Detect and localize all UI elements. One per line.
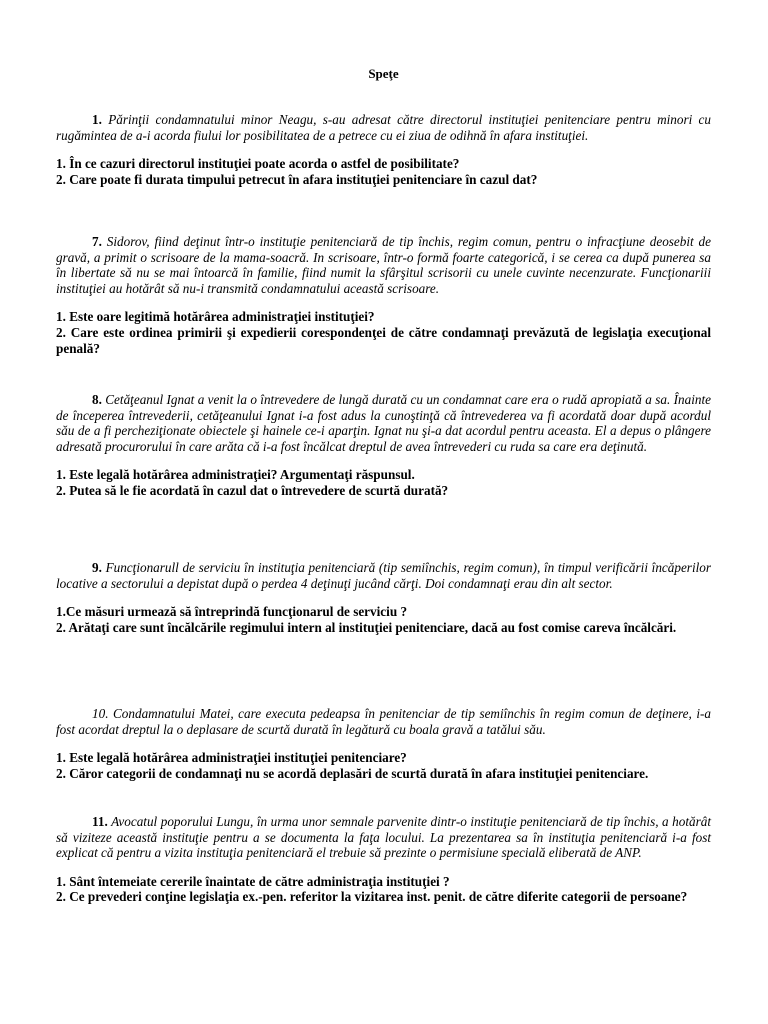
- case-narrative: Condamnatului Matei, care executa pedeapsa în penitenciar de tip semiînchis în regim comun de deţinere, i-a fost acordat dreptul la o deplasare de scurtă durată în legătură cu boala gravă a tatălui său.: [56, 706, 711, 737]
- question: 1. În ce cazuri directorul instituţiei poate acorda o astfel de posibilitate?: [56, 156, 460, 172]
- question: 1. Sânt întemeiate cererile înaintate de către administraţia instituţiei ?: [56, 873, 450, 889]
- case-text: [56, 814, 711, 861]
- case-questions: [56, 156, 711, 187]
- case-11: [56, 814, 711, 905]
- question: 2. Care poate fi durata timpului petrecut în afara instituţiei penitenciare în cazul dat?: [56, 171, 538, 187]
- question: 2. Căror categorii de condamnaţi nu se acordă deplasări de scurtă durată în afara instituţiei penitenciare.: [56, 765, 649, 781]
- question: 2. Care este ordinea primirii şi expedierii corespondenţei de către condamnaţi prevăzută de legislaţia execuţional penală?: [56, 324, 711, 356]
- case-number: 10.: [92, 706, 109, 721]
- case-1: [56, 112, 711, 187]
- question: 2. Ce prevederi conţine legislaţia ex.-pen. referitor la vizitarea inst. penit. de către diferite categorii de persoane?: [56, 889, 688, 905]
- case-7: [56, 234, 711, 356]
- question: 1.Ce măsuri urmează să întreprindă funcţionarul de serviciu ?: [56, 604, 408, 620]
- case-8: [56, 392, 711, 499]
- case-questions: [56, 604, 711, 635]
- case-narrative: Părinţii condamnatului minor Neagu, s-au adresat către directorul instituţiei penitenciare pentru minori cu rugămintea de a-i acorda fiului lor posibilitatea de a petrece cu ei ziua de odihnă în afara instituţiei.: [56, 112, 711, 143]
- case-questions: [56, 874, 711, 905]
- case-text: [56, 234, 711, 296]
- case-questions: [56, 467, 711, 498]
- case-text: [56, 560, 711, 591]
- case-number: 8.: [92, 392, 102, 407]
- case-questions: [56, 750, 711, 781]
- case-9: [56, 560, 711, 635]
- document-page: [56, 0, 711, 1024]
- case-10: [56, 706, 711, 781]
- question: 1. Este legală hotărârea administraţiei instituţiei penitenciare?: [56, 750, 407, 766]
- case-narrative: Funcţionarull de serviciu în instituţia penitenciară (tip semiînchis, regim comun), în timpul verificării încăperilor locative a sectorului a depistat după o perdea 4 deţinuţi jucând cărţi. Doi condamnaţi erau din alt sector.: [56, 560, 711, 591]
- case-number: 7.: [92, 234, 102, 249]
- case-questions: [56, 309, 711, 356]
- case-number: 11.: [92, 814, 108, 829]
- case-number: 1.: [92, 112, 102, 127]
- case-narrative: Sidorov, fiind deţinut într-o instituţie penitenciară de tip închis, regim comun, pentru o infracţiune deosebit de gravă, a primit o scrisoare de la mama-soacră. In scrisoare, într-o formă foarte categorică, i se cerea ca după punerea sa în libertate să nu se mai întoarcă în familie, fiind numit la sfârşitul scrisorii cu unele cuvinte necenzurate. Funcţionariii instituţiei au hotărât să nu-i transmită condamnatului această scrisoare.: [56, 234, 711, 296]
- case-narrative: Cetăţeanul Ignat a venit la o întrevedere de lungă durată cu un condamnat care era o rudă apropiată a sa. Înainte de începerea întrevederii, cetăţeanului Ignat i-a fost adus la cunoştinţă că întrevederea va fi acordată doar după acordul său de a fi percheziţionate obiectele şi hainele ce-i aparţin. Ignat nu şi-a dat acordul pentru aceasta. El a depus o plângere adresată procurorului în care arăta că i-a fost încălcat dreptul de avea întrevederi cu ruda sa care era deţinută.: [56, 392, 711, 454]
- page-title: Speţe: [368, 66, 399, 81]
- question: 2. Putea să le fie acordată în cazul dat o întrevedere de scurtă durată?: [56, 482, 449, 498]
- question: 1. Este legală hotărârea administraţiei? Argumentaţi răspunsul.: [56, 467, 415, 483]
- question: 1. Este oare legitimă hotărârea administraţiei instituţiei?: [56, 309, 375, 325]
- question: 2. Arătaţi care sunt încălcările regimului intern al instituţiei penitenciare, dacă au fost comise careva încălcări.: [56, 619, 677, 635]
- case-number: 9.: [92, 560, 102, 575]
- case-text: [56, 112, 711, 143]
- case-text: [56, 706, 711, 737]
- case-text: [56, 392, 711, 454]
- case-narrative: Avocatul poporului Lungu, în urma unor semnale parvenite dintr-o instituţie penitenciară de tip închis, a hotărât să viziteze această instituţie pentru a se documenta la faţa locului. La prezentarea sa în instituţia penitenciară i-a fost explicat că pentru a vizita instituţia penitenciară el trebuie să prezinte o permisiune specială eliberată de ANP.: [56, 814, 711, 861]
